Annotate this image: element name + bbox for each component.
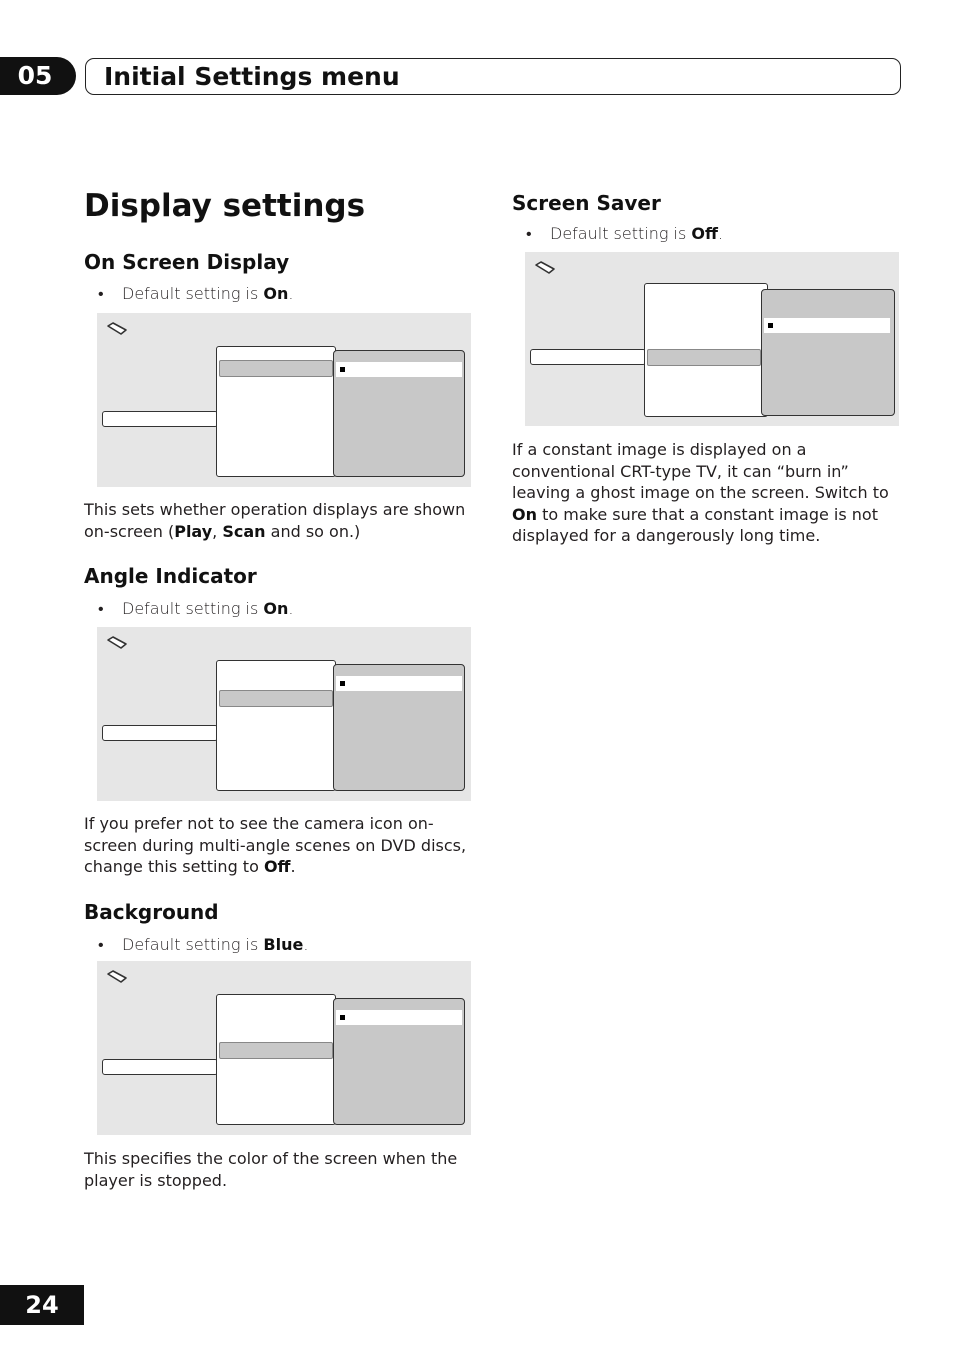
selected-option-row (336, 362, 462, 377)
page-title: Display settings (84, 188, 366, 224)
menu-column-options (333, 664, 465, 791)
menu-column-categories (102, 1059, 218, 1075)
menu-column-categories (102, 725, 218, 741)
menu-item-highlight (219, 360, 333, 377)
bullet-default-screensaver: • Default setting is Off. (526, 224, 724, 243)
selected-option-row (764, 318, 890, 333)
menu-screen-osd (97, 313, 471, 487)
section-heading-angle: Angle Indicator (84, 564, 257, 588)
menu-item-highlight (219, 690, 333, 707)
chapter-title-box (85, 58, 901, 95)
selected-option-row (336, 1010, 462, 1025)
bullet-dot: • (98, 284, 104, 303)
menu-column-items (644, 283, 768, 417)
menu-screen-background (97, 961, 471, 1135)
selected-option-marker (768, 323, 773, 328)
selected-option-marker (340, 681, 345, 686)
menu-column-items (216, 994, 336, 1125)
menu-column-options (761, 289, 895, 416)
menu-column-options (333, 350, 465, 477)
description-screensaver: If a constant image is displayed on a conventional CRT-type TV, it can “burn in” leaving a ghost image on the screen. Switch to On to make sure that a constant image is not displayed for a dangerously long time. (512, 440, 889, 546)
menu-screen-angle (97, 627, 471, 801)
menu-screen-screensaver (525, 252, 899, 426)
selected-option-row (336, 676, 462, 691)
menu-item-highlight (647, 349, 761, 366)
player-remote-icon (105, 635, 129, 651)
description-angle: If you prefer not to see the camera icon on-screen during multi-angle scenes on DVD discs, change this setting to Off. (84, 814, 467, 877)
menu-column-items (216, 346, 336, 477)
chapter-number-tab (0, 57, 76, 95)
section-heading-background: Background (84, 900, 219, 924)
description-background: This specifies the color of the screen when the player is stopped. (84, 1149, 458, 1190)
menu-item-highlight (219, 1042, 333, 1059)
default-value-osd: On (263, 284, 289, 303)
menu-column-categories (530, 349, 646, 365)
bullet-default-angle: • Default setting is On. (98, 599, 294, 618)
bullet-default-background: • Default setting is Blue. (98, 935, 309, 954)
player-remote-icon (105, 969, 129, 985)
section-heading-osd: On Screen Display (84, 250, 290, 274)
menu-column-options (333, 998, 465, 1125)
selected-option-marker (340, 1015, 345, 1020)
description-osd: This sets whether operation displays are shown on-screen (Play, Scan and so on.) (84, 500, 466, 541)
player-remote-icon (105, 321, 129, 337)
selected-option-marker (340, 367, 345, 372)
default-value-screensaver: Off (691, 224, 718, 243)
menu-column-items (216, 660, 336, 791)
player-remote-icon (533, 260, 557, 276)
default-value-angle: On (263, 599, 289, 618)
chapter-title: Initial Settings menu (104, 62, 400, 91)
page-number: 24 (0, 1285, 84, 1325)
default-value-background: Blue (263, 935, 304, 954)
section-heading-screensaver: Screen Saver (512, 191, 661, 215)
menu-column-categories (102, 411, 218, 427)
bullet-default-osd: • Default setting is On. (98, 284, 294, 303)
chapter-number: 05 (17, 61, 53, 90)
